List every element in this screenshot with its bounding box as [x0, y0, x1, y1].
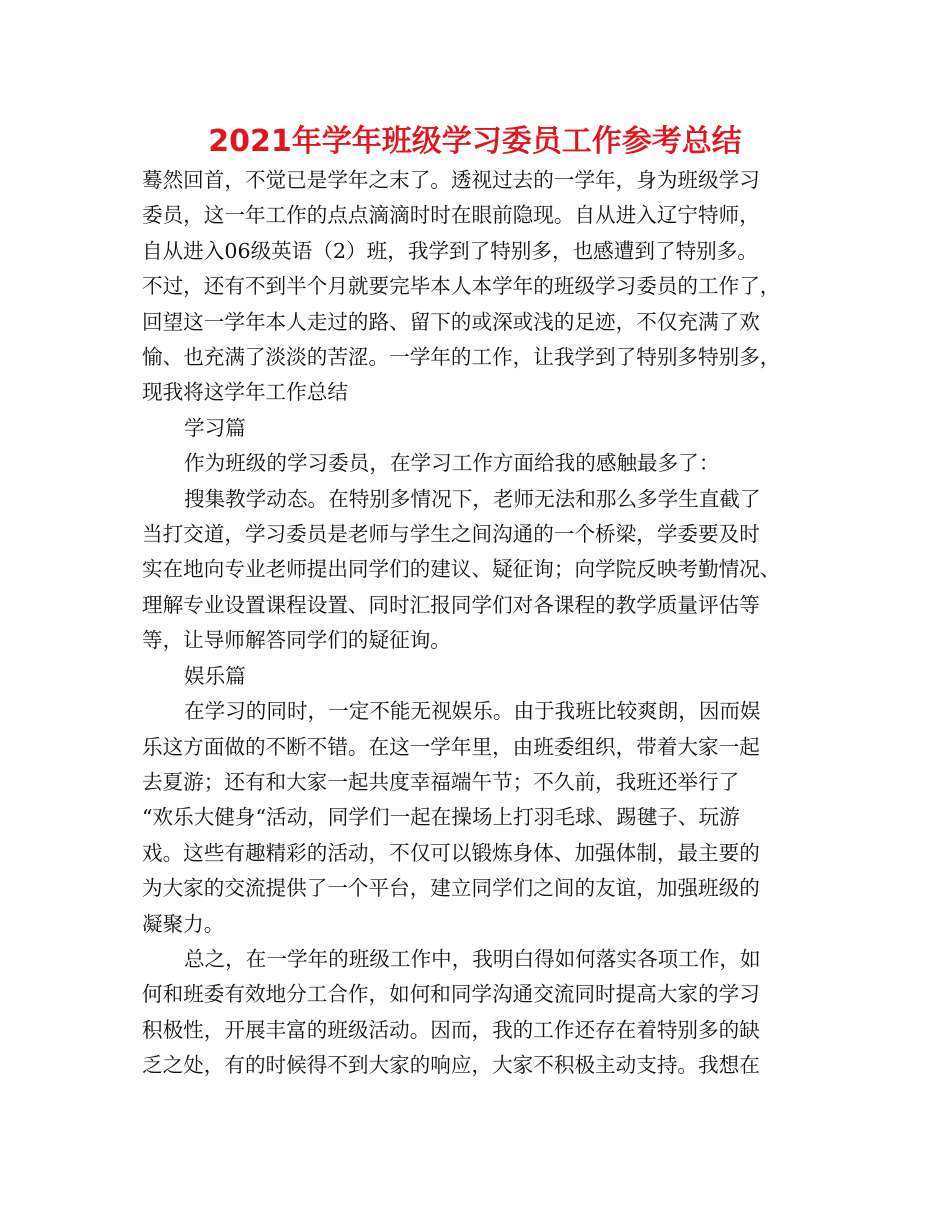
text-line: 为大家的交流提供了一个平台，建立同学们之间的友谊，加强班级的 [142, 876, 760, 901]
text-line: 回望这一学年本人走过的路、留下的或深或浅的足迹，不仅充满了欢 [142, 309, 760, 334]
section-heading-entertainment [142, 659, 832, 694]
text-line: 理解专业设置课程设置、同时汇报同学们对各课程的教学质量评估等 [142, 592, 760, 617]
text-line: 何和班委有效地分工合作，如何和同学沟通交流同时提高大家的学习 [142, 982, 760, 1007]
text-line: 总之，在一学年的班级工作中，我明白得如何落实各项工作，如 [184, 946, 761, 971]
text-line: 蓦然回首，不觉已是学年之末了。透视过去的一学年，身为班级学习 [142, 168, 760, 192]
text-line: 等，让导师解答同学们的疑征询。 [142, 628, 451, 653]
text-line: 搜集教学动态。在特别多情况下，老师无法和那么多学生直截了 [184, 486, 761, 511]
document-body [142, 163, 832, 1084]
text-line: 愉、也充满了淡淡的苦涩。一学年的工作，让我学到了特别多特别多， [142, 345, 781, 370]
heading-line: 娱乐篇 [184, 663, 246, 688]
document-title: 2021年学年班级学习委员工作参考总结 [208, 124, 742, 159]
text-line: 自从进入06级英语（2）班，我学到了特别多，也感遭到了特别多。 [142, 238, 758, 263]
paragraph-study-detail [142, 482, 832, 659]
text-line: 现我将这学年工作总结 [142, 380, 348, 405]
text-line: 乐这方面做的不断不错。在这一学年里，由班委组织，带着大家一起 [142, 734, 760, 759]
paragraph-intro [142, 163, 832, 411]
paragraph-summary [142, 942, 832, 1084]
text-line: 实在地向专业老师提出同学们的建议、疑征询；向学院反映考勤情况、 [142, 557, 781, 582]
text-line: 凝聚力。 [142, 911, 225, 936]
text-line: 去夏游；还有和大家一起共度幸福端午节；不久前，我班还举行了 [142, 769, 740, 794]
heading-line: 学习篇 [184, 415, 246, 440]
paragraph-entertainment [142, 694, 832, 942]
text-line: 当打交道，学习委员是老师与学生之间沟通的一个桥梁，学委要及时 [142, 522, 760, 547]
section-heading-study [142, 411, 832, 446]
text-line: 乏之处，有的时候得不到大家的响应，大家不积极主动支持。我想在 [142, 1053, 760, 1078]
text-line: 在学习的同时，一定不能无视娱乐。由于我班比较爽朗，因而娱 [184, 699, 761, 724]
text-line: 委员，这一年工作的点点滴滴时时在眼前隐现。自从进入辽宁特师， [142, 203, 760, 228]
text-line: 积极性，开展丰富的班级活动。因而，我的工作还存在着特别多的缺 [142, 1017, 760, 1042]
text-line: 不过，还有不到半个月就要完毕本人本学年的班级学习委员的工作了， [142, 274, 781, 299]
text-line: “欢乐大健身“活动，同学们一起在操场上打羽毛球、踢毽子、玩游 [142, 805, 740, 830]
text-line: 戏。这些有趣精彩的活动，不仅可以锻炼身体、加强体制，最主要的 [142, 840, 760, 865]
paragraph-study-intro [142, 446, 832, 481]
text-line: 作为班级的学习委员，在学习工作方面给我的感触最多了： [184, 451, 720, 476]
